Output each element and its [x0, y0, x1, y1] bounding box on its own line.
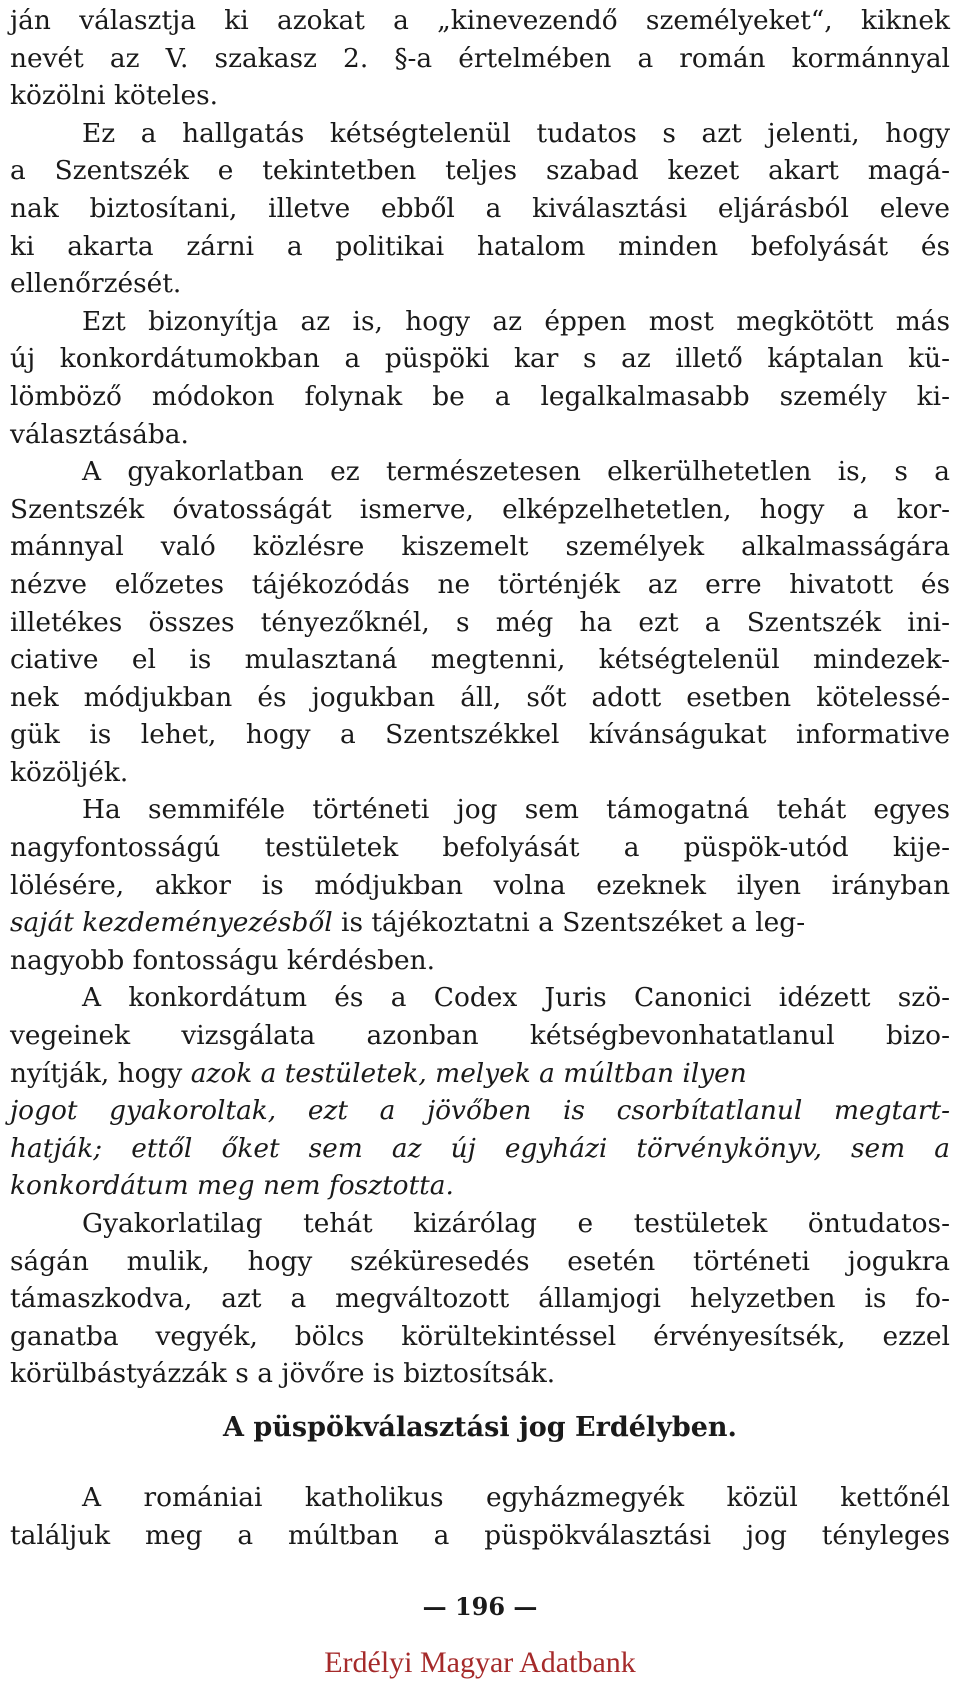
section-heading: A püspökválasztási jog Erdélyben. — [223, 1412, 737, 1443]
text-line: mánnyal való közlésre kiszemelt személyek alkalmasságára — [10, 531, 950, 563]
text-line: konkordátum meg nem fosztotta. — [10, 1170, 454, 1202]
text-line: Gyakorlatilag tehát kizárólag e testületek öntudatos- — [82, 1208, 950, 1239]
text-line: nagyfontosságú testületek befolyását a püspök-utód kije- — [10, 832, 950, 864]
text-line — [10, 904, 950, 942]
text-line: Ez a hallgatás kétségtelenül tudatos s azt jelenti, hogy — [82, 117, 950, 149]
text-line: nagyobb fontosságu kérdésben. — [10, 944, 436, 976]
text-line: A gyakorlatban ez természetesen elkerülhetetlen is, s a — [82, 456, 950, 488]
text-line: nak biztosítani, illetve ebből a kiválasztási eljárásból eleve — [10, 192, 950, 224]
text-line: Szentszék óvatosságát ismerve, elképzelhetetlen, hogy a kor- — [10, 493, 950, 525]
text-line: lömböző módokon folynak be a legalkalmasabb személy ki- — [10, 380, 950, 412]
section-text — [10, 1479, 950, 1554]
text-line: ellenőrzését. — [10, 268, 182, 300]
text-line: Ezt bizonyítja az is, hogy az éppen most megkötött más — [82, 305, 950, 337]
text-line: nek módjukban és jogukban áll, sőt adott esetben kötelessé- — [10, 681, 950, 713]
italic-phrase: azok a testületek, melyek a múltban ilyen — [190, 1057, 747, 1089]
text-line: nevét az V. szakasz 2. §-a értelmében a román kormánnyal — [10, 42, 950, 74]
italic-phrase: saját kezdeményezésből — [10, 907, 333, 939]
text-line: vegeinek vizsgálata azonban kétségbevonhatatlanul bizo- — [10, 1020, 950, 1052]
text-line: gük is lehet, hogy a Szentszékkel kívánságukat informative — [10, 719, 950, 751]
text-line: Ha semmiféle történeti jog sem támogatná tehát egyes — [82, 794, 950, 826]
text-line: nézve előzetes tájékozódás ne történjék az erre hivatott és — [10, 568, 950, 600]
text-line: illetékes összes tényezőknél, s még ha ezt a Szentszék ini- — [10, 606, 950, 638]
text-line: körülbástyázzák s a jövőre is biztosítsák. — [10, 1358, 556, 1390]
text-line: ganatba vegyék, bölcs körültekintéssel érvényesítsék, ezzel — [10, 1320, 950, 1352]
text-line: ján választja ki azokat a „kinevezendő személyeket“, kiknek — [10, 5, 950, 36]
text-line — [10, 1055, 950, 1093]
text-line: közöljék. — [10, 756, 129, 788]
text-line: lölésére, akkor is módjukban volna ezeknek ilyen irányban — [10, 869, 950, 901]
text-line: választásába. — [10, 418, 189, 450]
text-line: A konkordátum és a Codex Juris Canonici idézett szö- — [82, 982, 950, 1014]
text-line: ki akarta zárni a politikai hatalom minden befolyását és — [10, 230, 950, 262]
footer-source: Erdélyi Magyar Adatbank — [324, 1646, 636, 1679]
main-text — [10, 2, 950, 1393]
text-segment: nyítják, hogy — [10, 1057, 191, 1089]
text-line: új konkordátumokban a püspöki kar s az illető káptalan kü- — [10, 343, 950, 375]
text-line: közölni köteles. — [10, 80, 219, 112]
text-line: támaszkodva, azt a megváltozott államjogi helyzetben is fo- — [10, 1283, 950, 1315]
page-number: — 196 — — [422, 1592, 538, 1621]
text-line: hatják; ettől őket sem az új egyházi törvénykönyv, sem a — [10, 1132, 950, 1164]
text-line: jogot gyakoroltak, ezt a jövőben is csorbítatlanul megtart- — [10, 1095, 950, 1127]
text-line: találjuk meg a múltban a püspökválasztási jog tényleges — [10, 1519, 950, 1551]
text-line: a Szentszék e tekintetben teljes szabad kezet akart magá- — [10, 155, 950, 187]
text-line: A romániai katholikus egyházmegyék közül kettőnél — [82, 1482, 950, 1513]
text-segment: is tájékoztatni a Szentszéket a leg- — [332, 907, 806, 939]
text-line: ságán mulik, hogy széküresedés esetén történeti jogukra — [10, 1245, 950, 1277]
text-line: ciative el is mulasztaná megtenni, kétségtelenül mindezek- — [10, 644, 950, 676]
